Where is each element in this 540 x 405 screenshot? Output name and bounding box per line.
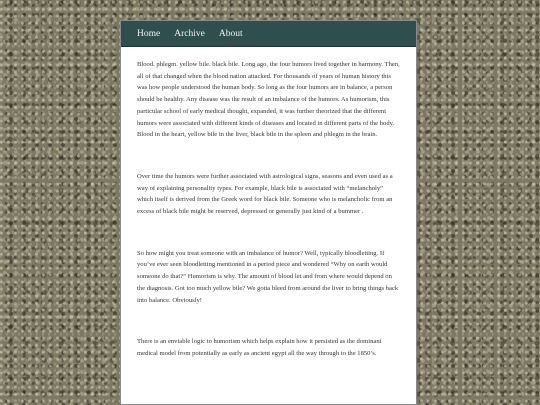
nav-link-archive[interactable]: Archive (174, 28, 205, 39)
nav-link-about[interactable]: About (218, 28, 243, 39)
top-navbar (121, 21, 416, 47)
article-paragraph: Blood. phlegm. yellow bile. black bile. Long ago, the four humors lived together in harmony. Then, all of that changed when the blood nation attacked. For thousands of years of human history this was how people understood the human body. So long as the four humors are in balance, a person should be healthy. Any disease was the result of an imbalance of the humors. As humorism, this particular school of early medical thought, expanded, it was further theorized that the different humors were associated with different kinds of diseases and located in different parts of the body. Blood in the heart, yellow bile in the liver, black bile in the spleen and phlegm in the brain. (137, 61, 400, 139)
article-body (121, 47, 416, 360)
nav-link-home[interactable]: Home (137, 28, 161, 39)
page-container (120, 20, 417, 405)
article-paragraph: So how might you treat someone with an imbalance of humor? Well, typically bloodletting. If you’ve ever seen bloodletting mentioned in a period piece and wondered “Why on earth would someone do that?” Humorism is why. The amount of blood let and from where would depend on the diagnosis. Got too much yellow bile? We gotta bleed from around the liver to bring things back into balance. Obviously! (137, 249, 399, 304)
article-paragraph: There is an enviable logic to humorism which helps explain how it persisted as the dominant medical model from potentially as early as ancient egypt all the way through to the 1850’s. (137, 338, 382, 357)
article-paragraph: Over time the humors were further associated with astrological signs, seasons and even used as a way of explaining personality types. For example, black bile is associated with “melancholy” which itself is derived from the Greek word for black bile. Someone who is melancholic from an excess of black bile might be reserved, depressed or generally just kind of a bummer . (137, 172, 393, 216)
